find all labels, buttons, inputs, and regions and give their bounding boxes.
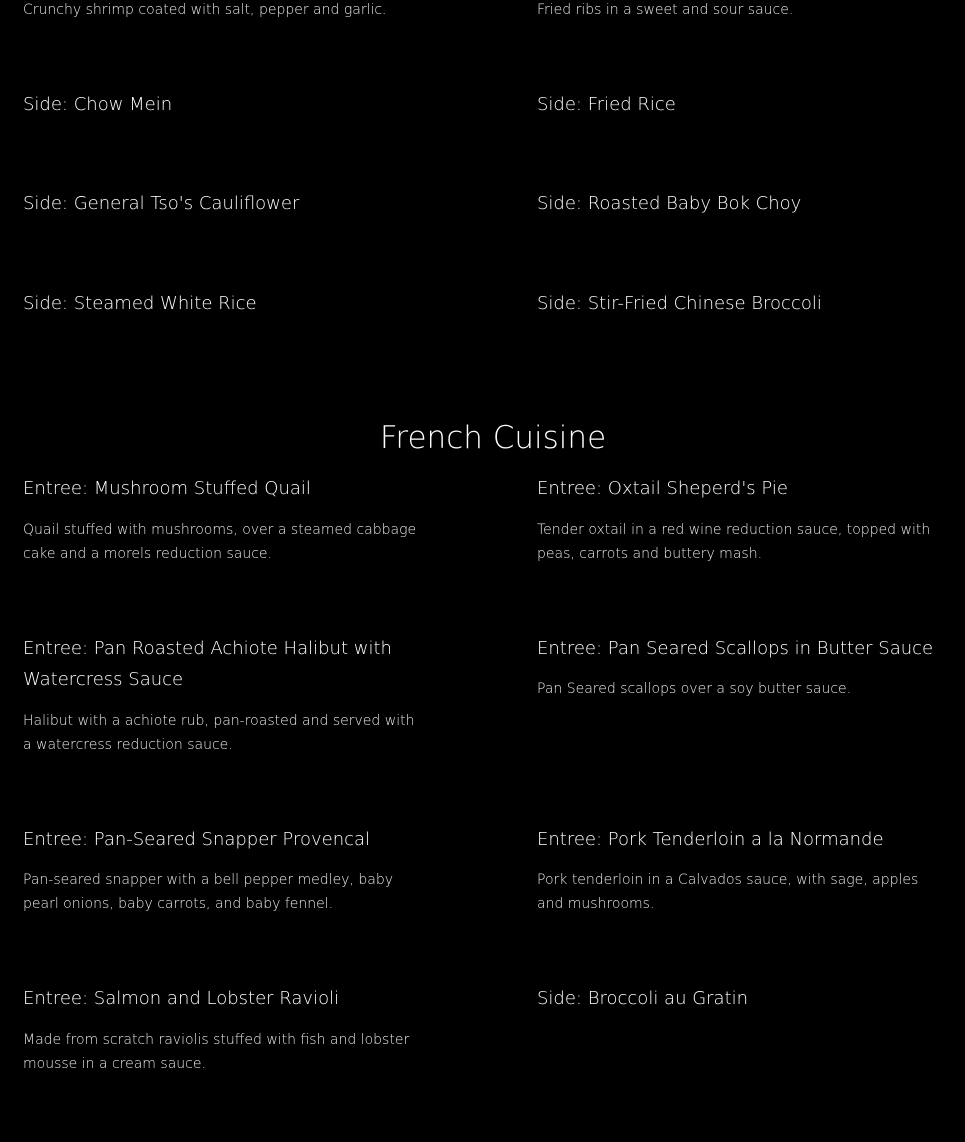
menu-item-description: Crunchy shrimp coated with salt, pepper and garlic. [23, 2, 387, 18]
menu-item-title: Side: General Tso's Cauliflower [23, 193, 300, 214]
menu-item-description: Pan Seared scallops over a soy butter sauce. [537, 681, 852, 697]
menu-item-description: Made from scratch raviolis stuffed with fish and lobster mousse in a cream sauce. [23, 1032, 410, 1072]
menu-item-description: Fried ribs in a sweet and sour sauce. [537, 2, 794, 18]
menu-item-description: Halibut with a achiote rub, pan-roasted and served with a watercress reduction sauce. [23, 713, 415, 753]
menu-item-description: Pork tenderloin in a Calvados sauce, with sage, apples and mushrooms. [537, 872, 919, 912]
menu-item-description: Pan-seared snapper with a bell pepper medley, baby pearl onions, baby carrots, and baby fennel. [23, 872, 394, 912]
menu-item-title: Side: Fried Rice [537, 94, 676, 115]
menu-item-title: Side: Roasted Baby Bok Choy [537, 193, 802, 214]
menu-item-description: Tender oxtail in a red wine reduction sauce, topped with peas, carrots and buttery mash. [537, 522, 931, 562]
menu-item-title: Entree: Salmon and Lobster Ravioli [23, 988, 340, 1009]
menu-item-title: Entree: Pan Seared Scallops in Butter Sauce [537, 638, 934, 659]
menu-item-title: Entree: Pan Roasted Achiote Halibut with Watercress Sauce [23, 638, 392, 690]
menu-item-title: Entree: Oxtail Sheperd's Pie [537, 478, 788, 499]
menu-item-title: Side: Stir-Fried Chinese Broccoli [537, 293, 822, 314]
section-heading: French Cuisine [379, 420, 607, 456]
menu-item-title: Side: Chow Mein [23, 94, 173, 115]
menu-item-description: Quail stuffed with mushrooms, over a steamed cabbage cake and a morels reduction sauce. [23, 522, 417, 562]
menu-item-title: Entree: Mushroom Stuffed Quail [23, 478, 311, 499]
menu-item-title: Side: Broccoli au Gratin [537, 988, 749, 1009]
menu-item-title: Side: Steamed White Rice [23, 293, 257, 314]
menu-item-title: Entree: Pork Tenderloin a la Normande [537, 829, 884, 850]
menu-item-title: Entree: Pan-Seared Snapper Provencal [23, 829, 371, 850]
